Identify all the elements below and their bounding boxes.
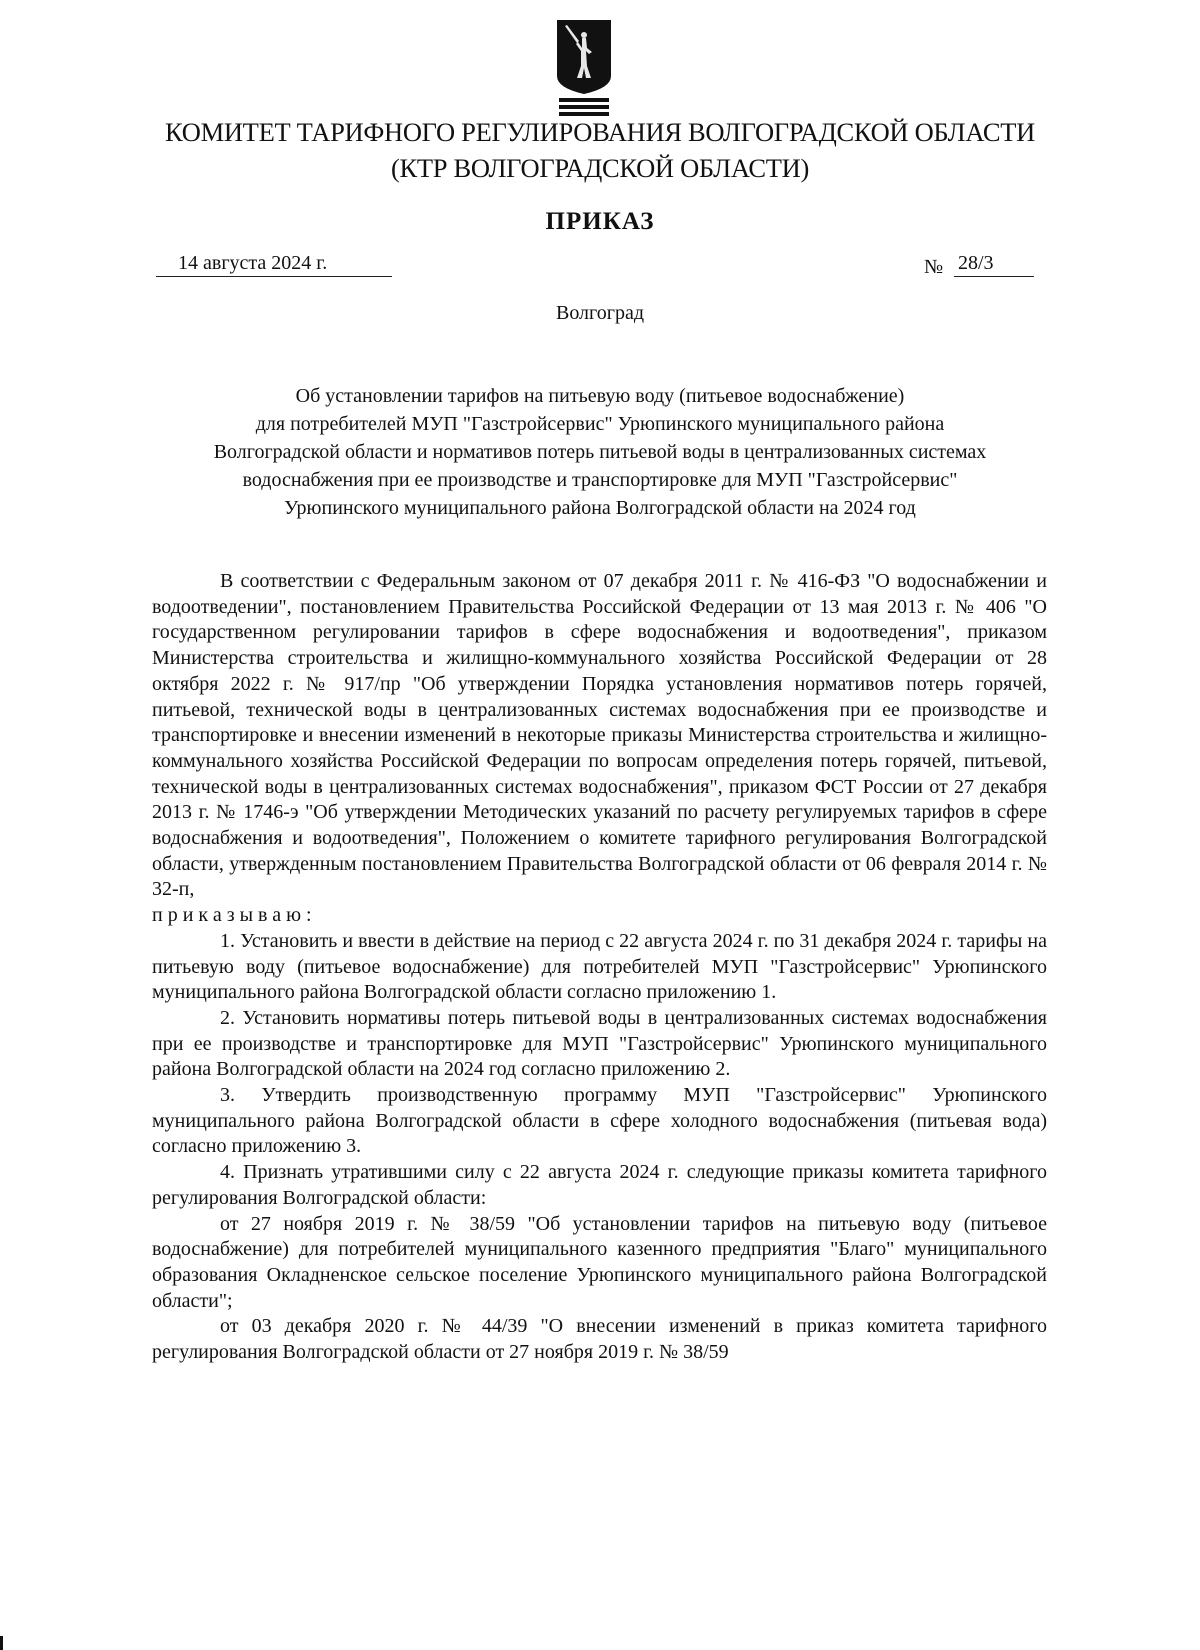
order-item-4-sub-a: от 27 ноября 2019 г. № 38/59 "Об установлении тарифов на питьевую воду (питьевое водоснабжение) для потребителей муниципального казенного предприятия "Благо" муниципального образования Окладненское сельское поселение Урюпинского муниципального района Волгоградской области"; (152, 1212, 1047, 1312)
preamble-paragraph: В соответствии с Федеральным законом от 07 декабря 2011 г. № 416-ФЗ "О водоснабжении и водоотведении", постановлением Правительства Российской Федерации от 13 мая 2013 г. № 406 "О государственном регулировании тарифов в сфере водоснабжения и водоотведения", приказом Министерства строительства и жилищно-коммунального хозяйства Российской Федерации от 28 октября 2022 г. № 917/пр "Об утверждении Порядка установления нормативов потерь горячей, питьевой, технической воды в централизованных системах водоснабжения при ее производстве и транспортировке и внесении изменений в некоторые приказы Министерства строительства и жилищно-коммунального хозяйства Российской Федерации по вопросам определения потерь горячей, питьевой, технической воды в централизованных системах водоснабжения", приказом ФСТ России от 27 декабря 2013 г. № 1746-э "Об утверждении Методических указаний по расчету регулируемых тарифов в сфере водоснабжения и водоотведения", Положением о комитете тарифного регулирования Волгоградской области, утвержденным постановлением Правительства Волгоградской области от 06 февраля 2014 г. № 32-п, (152, 570, 1047, 901)
subject-line: для потребителей МУП "Газстройсервис" Урюпинского муниципального района (255, 413, 945, 435)
organization-name: КОМИТЕТ ТАРИФНОГО РЕГУЛИРОВАНИЯ ВОЛГОГРАДСКОЙ ОБЛАСТИ (165, 117, 1035, 147)
order-item-4-sub-b: от 03 декабря 2020 г. № 44/39 "О внесении изменений в приказ комитета тарифного регулирования Волгоградской области от 27 ноября 2019 г. № 38/59 (152, 1315, 1047, 1364)
subject-line: водоснабжения при ее производстве и транспортировке для МУП "Газстройсервис" (242, 469, 958, 491)
organization-short-name: (КТР ВОЛГОГРАДСКОЙ ОБЛАСТИ) (391, 153, 809, 183)
document-date: 14 августа 2024 г. (156, 250, 392, 277)
order-item-2: 2. Установить нормативы потерь питьевой воды в централизованных системах водоснабжения при ее производстве и транспортировке для МУП "Газстройсервис" Урюпинского муниципального района Волгоградской области на 2024 год согласно приложению 2. (152, 1006, 1047, 1081)
volgograd-coat-of-arms-icon (555, 18, 613, 118)
document-type-title: ПРИКАЗ (545, 208, 655, 235)
document-body (152, 569, 1047, 1366)
document-number: 28/3 (954, 250, 1034, 277)
subject-line: Волгоградской области и нормативов потерь питьевой воды в централизованных системах (213, 441, 987, 463)
order-item-1: 1. Установить и ввести в действие на период с 22 августа 2024 г. по 31 декабря 2024 г. тарифы на питьевую воду (питьевое водоснабжение) для потребителей МУП "Газстройсервис" Урюпинского муниципального района Волгоградской области согласно приложению 1. (152, 929, 1047, 1004)
order-word: приказываю: (152, 904, 317, 927)
document-city: Волгоград (555, 302, 645, 324)
subject-line: Урюпинского муниципального района Волгоградской области на 2024 год (284, 497, 916, 519)
subject-line: Об установлении тарифов на питьевую воду (питьевое водоснабжение) (295, 385, 905, 407)
document-number-label: № (924, 256, 944, 278)
order-item-3: 3. Утвердить производственную программу МУП "Газстройсервис" Урюпинского муниципального района Волгоградской области в сфере холодного водоснабжения (питьевая вода) согласно приложению 3. (152, 1084, 1047, 1158)
order-item-4: 4. Признать утратившими силу с 22 августа 2024 г. следующие приказы комитета тарифного регулирования Волгоградской области: (152, 1161, 1047, 1209)
scan-edge-mark (0, 1636, 3, 1650)
document-subject (150, 382, 1050, 522)
